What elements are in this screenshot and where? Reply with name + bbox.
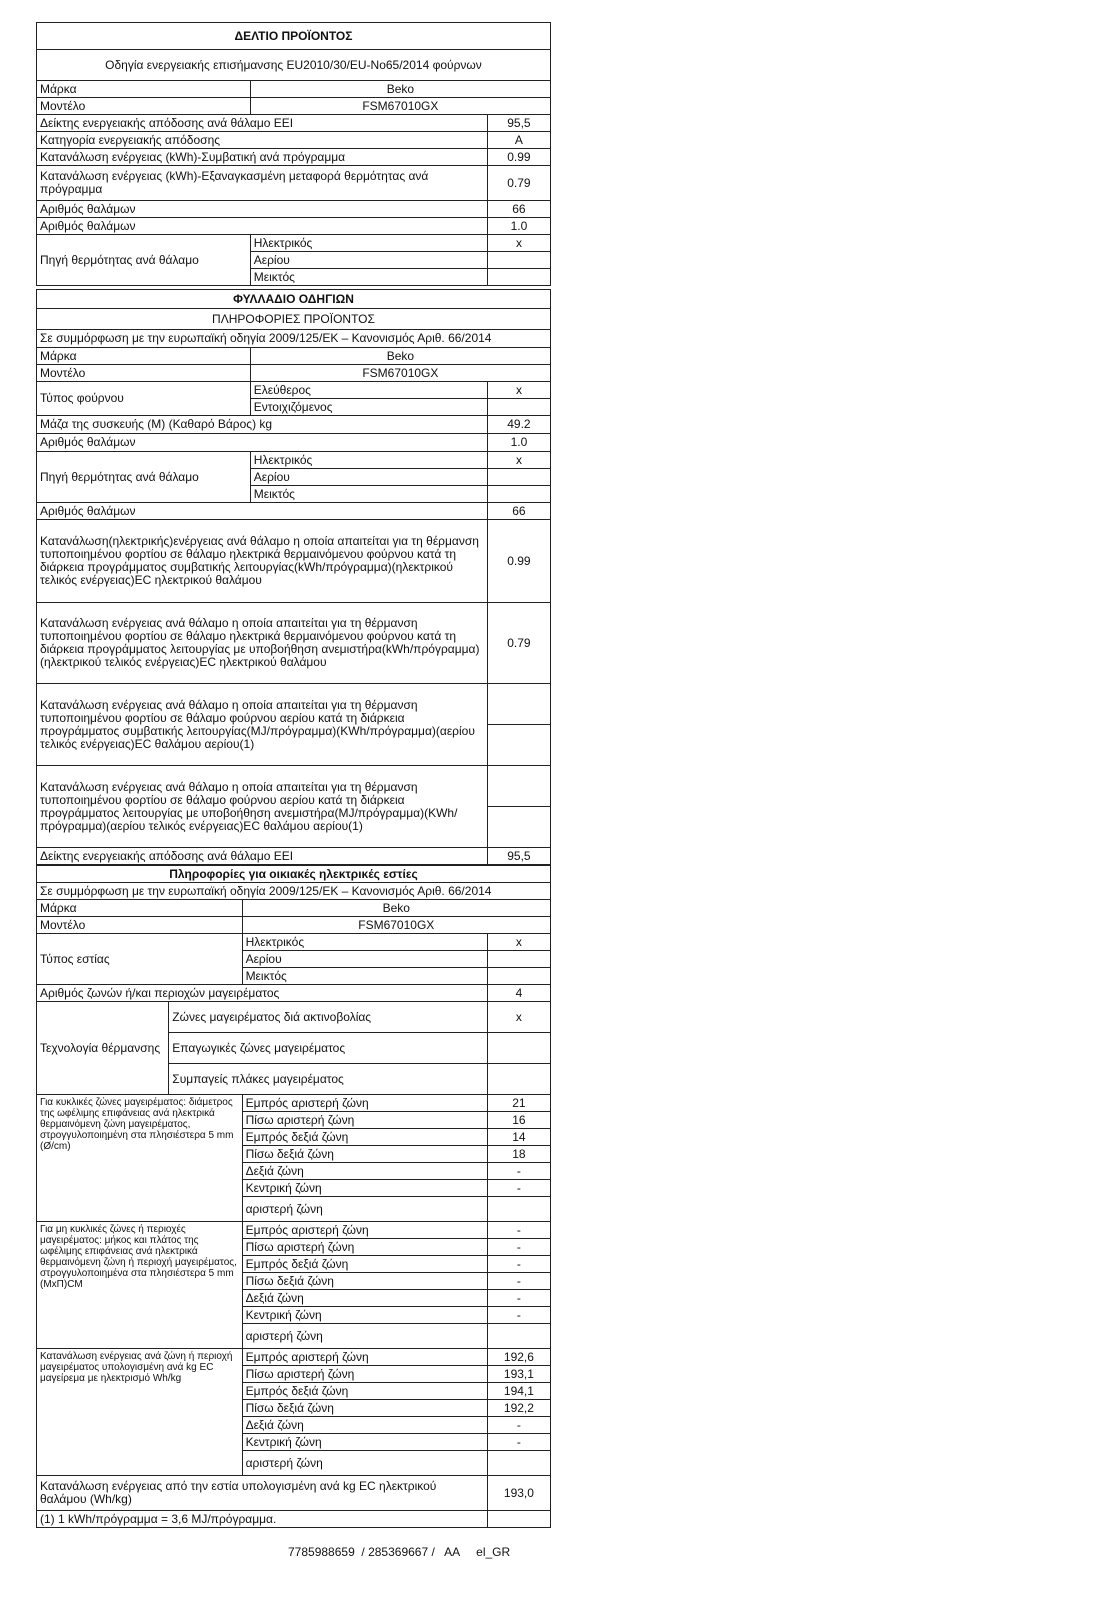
hob-type-label: Τύπος εστίας	[37, 934, 243, 985]
hob-circular-zone: Κεντρική ζώνη	[242, 1180, 487, 1197]
hob-consumption-label: Κατανάλωση ενέργειας ανά ζώνη ή περιοχή μαγειρέματος υπολογισμένη ανά kg EC μαγείρεμα με ηλεκτρισμό Wh/kg	[37, 1349, 243, 1476]
label-eei: 95,5	[487, 115, 550, 132]
label-heat-mixed-val	[487, 269, 550, 286]
label-cavity-2: 1.0	[487, 218, 550, 235]
label-brand: Beko	[250, 81, 550, 98]
hob-consumption-zone: Δεξιά ζώνη	[242, 1417, 487, 1434]
document-footer: 7785988659 / 285369667 / AA el_GR	[288, 1545, 511, 1559]
label-heat-source-label: Πηγή θερμότητας ανά θάλαμο	[37, 235, 251, 286]
label-cavity-label-1: Αριθμός θαλάμων	[37, 201, 488, 218]
hob-consumption-value: 194,1	[487, 1383, 550, 1400]
manual-subtitle: ΠΛΗΡΟΦΟΡΙΕΣ ΠΡΟΪΟΝΤΟΣ	[37, 309, 551, 330]
manual-model-label: Μοντέλο	[37, 365, 251, 382]
manual-volume: 66	[487, 503, 550, 520]
manual-table	[36, 289, 551, 865]
hob-circular-zone: Εμπρός δεξιά ζώνη	[242, 1129, 487, 1146]
manual-built-in-val	[487, 399, 550, 416]
manual-heat-electric-val: x	[487, 452, 550, 469]
label-title: ΔΕΛΤΙΟ ΠΡΟΪΟΝΤΟΣ	[37, 23, 551, 50]
manual-ec-el-fan-label: Κατανάλωση ενέργειας ανά θάλαμο η οποία απαιτείται για τη θέρμανση τυποποιημένου φορτίου σε θάλαμο ηλεκτρικά θερμαινόμενου φούρνου κατά τη διάρκεια προγράμματος λειτουργίας με υποβοήθηση ανεμιστήρα(kWh/πρόγραμμα)(ηλεκτρικού τελικός ενέργειας)EC ηλεκτρικού θαλάμου	[37, 603, 488, 684]
hob-title: Πληροφορίες για οικιακές ηλεκτρικές εστίες	[37, 866, 551, 883]
hob-brand: Beko	[242, 900, 550, 917]
hob-noncircular-zone: αριστερή ζώνη	[242, 1324, 487, 1349]
hob-noncircular-zone: Εμπρός αριστερή ζώνη	[242, 1222, 487, 1239]
label-cons-conv-label: Κατανάλωση ενέργειας (kWh)-Συμβατική ανά πρόγραμμα	[37, 149, 488, 166]
hob-noncircular-zone: Κεντρική ζώνη	[242, 1307, 487, 1324]
hob-consumption-zone: Κεντρική ζώνη	[242, 1434, 487, 1451]
hob-circular-zone: Πίσω δεξιά ζώνη	[242, 1146, 487, 1163]
hob-type-electric-val: x	[487, 934, 550, 951]
manual-oven-type-label: Τύπος φούρνου	[37, 382, 251, 416]
hob-circular-value: 16	[487, 1112, 550, 1129]
hob-noncircular-value: -	[487, 1273, 550, 1290]
hob-noncircular-value: -	[487, 1307, 550, 1324]
manual-ec-gas-conv-label: Κατανάλωση ενέργειας ανά θάλαμο η οποία απαιτείται για τη θέρμανση τυποποιημένου φορτίου σε θάλαμο φούρνου αερίου κατά τη διάρκεια προγράμματος συμβατικής λειτουργίας(MJ/πρόγραμμα)(KWh/πρόγραμμα)(αερίου τελικός ενέργειας)EC θαλάμου αερίου(1)	[37, 684, 488, 766]
hob-zones-label: Αριθμός ζωνών ή/και περιοχών μαγειρέματος	[37, 985, 488, 1002]
hob-note: (1) 1 kWh/πρόγραμμα = 3,6 MJ/πρόγραμμα.	[37, 1511, 488, 1528]
manual-mass: 49.2	[487, 416, 550, 434]
manual-ec-gas-fan-label: Κατανάλωση ενέργειας ανά θάλαμο η οποία απαιτείται για τη θέρμανση τυποποιημένου φορτίου σε θάλαμο φούρνου αερίου κατά τη διάρκεια προγράμματος λειτουργίας με υποβοήθηση ανεμιστήρα(MJ/πρόγραμμα)(KWh/πρόγραμμα)(αερίου τελικός ενέργειας)EC θαλάμου αερίου(1)	[37, 766, 488, 848]
manual-eei: 95,5	[487, 848, 550, 865]
label-heat-gas: Αερίου	[250, 252, 487, 269]
hob-total-label: Κατανάλωση ενέργειας από την εστία υπολογισμένη ανά kg EC ηλεκτρικού θαλάμου (Wh/kg)	[37, 1476, 488, 1511]
manual-mass-label: Μάζα της συσκευής (M) (Καθαρό Βάρος) kg	[37, 416, 488, 434]
manual-volume-label: Αριθμός θαλάμων	[37, 503, 488, 520]
hob-tech-solid-val	[487, 1064, 550, 1095]
hob-consumption-value: -	[487, 1417, 550, 1434]
manual-ec-gas-fan-kwh	[487, 807, 550, 848]
manual-model: FSM67010GX	[250, 365, 550, 382]
hob-compliance: Σε συμμόρφωση με την ευρωπαϊκή οδηγία 2009/125/ΕΚ – Κανονισμός Αριθ. 66/2014	[37, 883, 551, 900]
manual-compliance: Σε συμμόρφωση με την ευρωπαϊκή οδηγία 2009/125/ΕΚ – Κανονισμός Αριθ. 66/2014	[37, 330, 551, 348]
hob-total: 193,0	[487, 1476, 550, 1511]
hob-model-label: Μοντέλο	[37, 917, 243, 934]
hob-tech-radiant-val: x	[487, 1002, 550, 1033]
hob-noncircular-value: -	[487, 1290, 550, 1307]
hob-type-mixed-val	[487, 968, 550, 985]
hob-consumption-zone: αριστερή ζώνη	[242, 1451, 487, 1476]
manual-ec-el-fan: 0.79	[487, 603, 550, 684]
hob-noncircular-value: -	[487, 1222, 550, 1239]
label-directive: Οδηγία ενεργειακής επισήμανσης EU2010/30/EU-No65/2014 φούρνων	[37, 50, 551, 81]
label-model-label: Μοντέλο	[37, 98, 251, 115]
hob-circular-group	[37, 1095, 551, 1222]
hob-circular-value: 18	[487, 1146, 550, 1163]
hob-consumption-value: 192,6	[487, 1349, 550, 1366]
manual-free-standing: Ελεύθερος	[250, 382, 487, 399]
hob-noncircular-value	[487, 1324, 550, 1349]
hob-consumption-value: -	[487, 1434, 550, 1451]
label-heat-gas-val	[487, 252, 550, 269]
label-model: FSM67010GX	[250, 98, 550, 115]
hob-consumption-zone: Πίσω δεξιά ζώνη	[242, 1400, 487, 1417]
hob-consumption-value: 193,1	[487, 1366, 550, 1383]
hob-noncircular-zone: Πίσω δεξιά ζώνη	[242, 1273, 487, 1290]
hob-consumption-group	[37, 1349, 551, 1476]
hob-brand-label: Μάρκα	[37, 900, 243, 917]
hob-type-gas: Αερίου	[242, 951, 487, 968]
manual-heat-mixed-val	[487, 486, 550, 503]
hob-noncircular-label: Για μη κυκλικές ζώνες ή περιοχές μαγειρέματος: μήκος και πλάτος της ωφέλιμης επιφάνειας ανά ηλεκτρικά θερμαινόμενη ζώνη ή περιοχή μαγειρέματος, στρογγυλοποιημένα στα πλησιέστερα 5 mm (ΜxΠ)CM	[37, 1222, 243, 1349]
hob-consumption-value: 192,2	[487, 1400, 550, 1417]
label-cavity-1: 66	[487, 201, 550, 218]
hob-circular-zone: αριστερή ζώνη	[242, 1197, 487, 1222]
manual-heat-mixed: Μεικτός	[250, 486, 487, 503]
label-class-label: Κατηγορία ενεργειακής απόδοσης	[37, 132, 488, 149]
hob-type-mixed: Μεικτός	[242, 968, 487, 985]
hob-tech-solid: Συμπαγείς πλάκες μαγειρέματος	[169, 1064, 488, 1095]
hob-noncircular-group	[37, 1222, 551, 1349]
label-cons-fan-label: Κατανάλωση ενέργειας (kWh)-Εξαναγκασμένη μεταφορά θερμότητας ανά πρόγραμμα	[37, 166, 488, 201]
hob-table	[36, 865, 551, 1528]
manual-brand-label: Μάρκα	[37, 348, 251, 365]
manual-brand: Beko	[250, 348, 550, 365]
label-heat-electric: Ηλεκτρικός	[250, 235, 487, 252]
hob-circular-value: 21	[487, 1095, 550, 1112]
manual-cavities-label: Αριθμός θαλάμων	[37, 434, 488, 452]
hob-type-electric: Ηλεκτρικός	[242, 934, 487, 951]
label-table	[36, 22, 551, 286]
manual-heat-gas-val	[487, 469, 550, 486]
hob-type-gas-val	[487, 951, 550, 968]
hob-circular-zone: Πίσω αριστερή ζώνη	[242, 1112, 487, 1129]
label-heat-mixed: Μεικτός	[250, 269, 487, 286]
label-class: A	[487, 132, 550, 149]
hob-circular-label: Για κυκλικές ζώνες μαγειρέματος: διάμετρος της ωφέλιμης επιφάνειας ανά ηλεκτρικά θερμαινόμενη ζώνη μαγειρέματος, στρογγυλοποιημένη στα πλησιέστερα 5 mm (Ø/cm)	[37, 1095, 243, 1222]
manual-eei-label: Δείκτης ενεργειακής απόδοσης ανά θάλαμο EEI	[37, 848, 488, 865]
hob-consumption-zone: Πίσω αριστερή ζώνη	[242, 1366, 487, 1383]
manual-ec-gas-conv-kwh	[487, 725, 550, 766]
hob-tech-induction: Επαγωγικές ζώνες μαγειρέματος	[169, 1033, 488, 1064]
hob-circular-value: 14	[487, 1129, 550, 1146]
hob-circular-zone: Δεξιά ζώνη	[242, 1163, 487, 1180]
label-eei-label: Δείκτης ενεργειακής απόδοσης ανά θάλαμο EEI	[37, 115, 488, 132]
hob-noncircular-value: -	[487, 1239, 550, 1256]
manual-heat-source-label: Πηγή θερμότητας ανά θάλαμο	[37, 452, 251, 503]
manual-free-standing-val: x	[487, 382, 550, 399]
manual-ec-gas-fan-mj	[487, 766, 550, 807]
label-cons-fan: 0.79	[487, 166, 550, 201]
hob-zones: 4	[487, 985, 550, 1002]
product-fiche-sheet	[36, 22, 551, 1528]
label-heat-electric-val: x	[487, 235, 550, 252]
hob-note-empty	[487, 1511, 550, 1528]
hob-circular-value: -	[487, 1163, 550, 1180]
manual-built-in: Εντοιχιζόμενος	[250, 399, 487, 416]
hob-noncircular-zone: Εμπρός δεξιά ζώνη	[242, 1256, 487, 1273]
hob-noncircular-value: -	[487, 1256, 550, 1273]
hob-tech-induction-val	[487, 1033, 550, 1064]
hob-model: FSM67010GX	[242, 917, 550, 934]
hob-consumption-zone: Εμπρός αριστερή ζώνη	[242, 1349, 487, 1366]
hob-noncircular-zone: Δεξιά ζώνη	[242, 1290, 487, 1307]
hob-consumption-value	[487, 1451, 550, 1476]
label-cons-conv: 0.99	[487, 149, 550, 166]
manual-heat-electric: Ηλεκτρικός	[250, 452, 487, 469]
hob-consumption-zone: Εμπρός δεξιά ζώνη	[242, 1383, 487, 1400]
manual-heat-gas: Αερίου	[250, 469, 487, 486]
label-brand-label: Μάρκα	[37, 81, 251, 98]
manual-title: ΦΥΛΛΑΔΙΟ ΟΔΗΓΙΩΝ	[37, 290, 551, 309]
manual-ec-el-conv-label: Κατανάλωση(ηλεκτρικής)ενέργειας ανά θάλαμο η οποία απαιτείται για τη θέρμανση τυποποιημένου φορτίου σε θάλαμο ηλεκτρικά θερμαινόμενου φούρνου κατά τη διάρκεια προγράμματος συμβατικής λειτουργίας(kWh/πρόγραμμα)(ηλεκτρικού τελικός ενέργειας)EC ηλεκτρικού θαλάμου	[37, 520, 488, 603]
manual-cavities: 1.0	[487, 434, 550, 452]
hob-noncircular-zone: Πίσω αριστερή ζώνη	[242, 1239, 487, 1256]
hob-tech-label: Τεχνολογία θέρμανσης	[37, 1002, 169, 1095]
label-cavity-label-2: Αριθμός θαλάμων	[37, 218, 488, 235]
hob-circular-value: -	[487, 1180, 550, 1197]
manual-ec-gas-conv-mj	[487, 684, 550, 725]
hob-tech-radiant: Ζώνες μαγειρέματος διά ακτινοβολίας	[169, 1002, 488, 1033]
hob-circular-value	[487, 1197, 550, 1222]
hob-circular-zone: Εμπρός αριστερή ζώνη	[242, 1095, 487, 1112]
manual-ec-el-conv: 0.99	[487, 520, 550, 603]
